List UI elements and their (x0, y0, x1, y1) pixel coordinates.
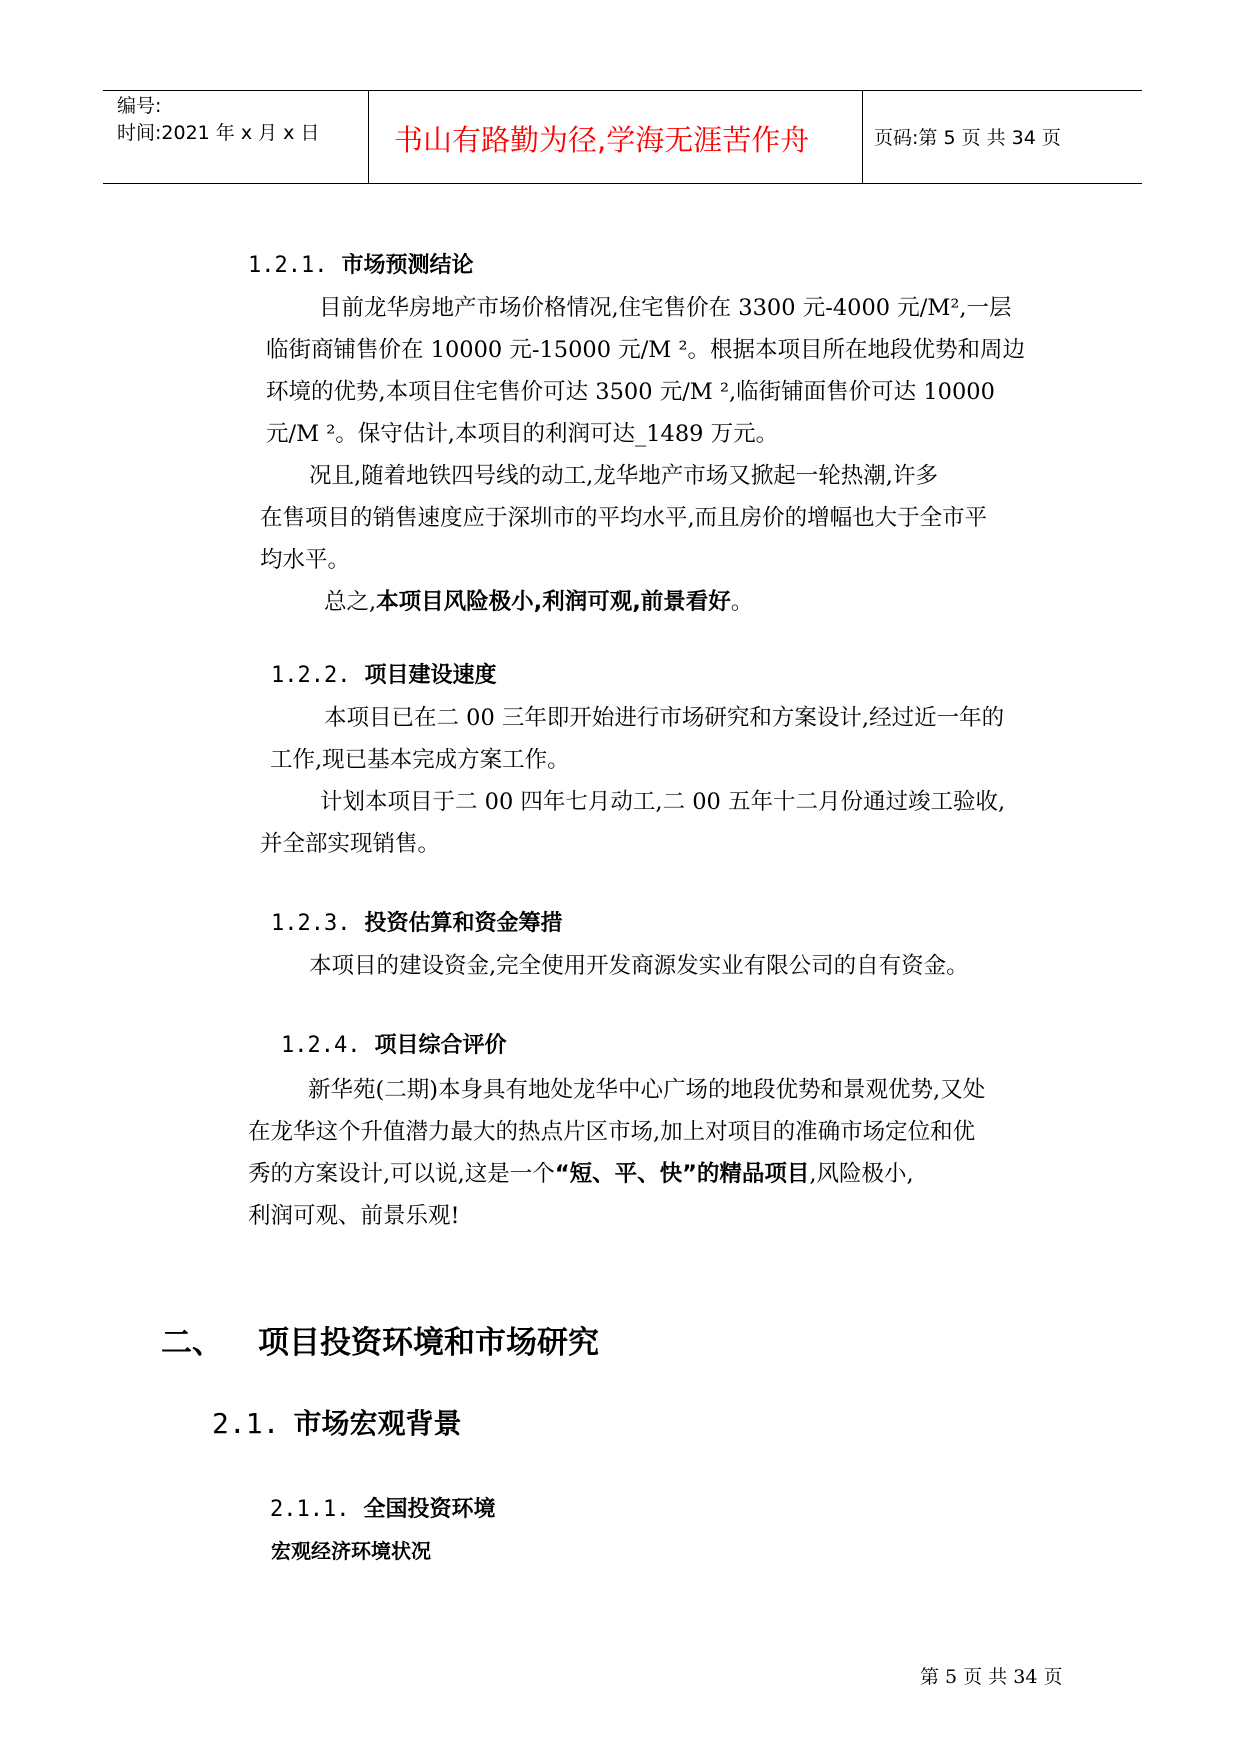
header-divider-right (862, 90, 863, 184)
header-bottom-border (103, 183, 1142, 184)
paragraph-line: 利润可观、前景乐观! (248, 1203, 460, 1229)
paragraph-line (248, 1156, 914, 1188)
section-title: 市场宏观背景 (293, 1407, 462, 1440)
paragraph-line: 本项目已在二 00 三年即开始进行市场研究和方案设计,经过近一年的 (324, 705, 1005, 731)
section-number: 1.2.2. (271, 663, 351, 688)
evaluation-suffix: ,风险极小, (809, 1161, 914, 1187)
header-top-border (103, 90, 1142, 91)
paragraph-line: 在龙华这个升值潜力最大的热点片区市场,加上对项目的准确市场定位和优 (248, 1119, 976, 1145)
chapter-title: 项目投资环境和市场研究 (258, 1325, 599, 1361)
section-heading-2-1 (212, 1402, 461, 1442)
chapter-number: 二、 (161, 1325, 223, 1361)
header-serial-label: 编号: (117, 95, 162, 117)
section-title: 全国投资环境 (363, 1497, 496, 1522)
paragraph-line: 元/M ²。保守估计,本项目的利润可达_1489 万元。 (266, 421, 779, 447)
section-title: 项目综合评价 (374, 1033, 507, 1058)
paragraph-line: 况且,随着地铁四号线的动工,龙华地产市场又掀起一轮热潮,许多 (309, 463, 938, 489)
section-heading-2-1-1 (270, 1492, 496, 1523)
conclusion-suffix: 。 (730, 589, 754, 615)
header-divider-left (368, 90, 369, 184)
evaluation-prefix: 秀的方案设计,可以说,这是一个 (248, 1161, 555, 1187)
conclusion-prefix: 总之, (324, 589, 377, 615)
section-number: 2.1.1. (270, 1497, 350, 1522)
paragraph-line: 环境的优势,本项目住宅售价可达 3500 元/M ²,临街铺面售价可达 10000 (266, 379, 995, 405)
paragraph-line: 新华苑(二期)本身具有地处龙华中心广场的地段优势和景观优势,又处 (308, 1077, 986, 1103)
section-heading-1-2-3 (271, 906, 563, 937)
paragraph-line: 工作,现已基本完成方案工作。 (270, 747, 570, 773)
section-heading-1-2-2 (271, 658, 497, 689)
paragraph-line: 在售项目的销售速度应于深圳市的平均水平,而且房价的增幅也大于全市平 (260, 505, 988, 531)
paragraph-line: 临街商铺售价在 10000 元-15000 元/M ²。根据本项目所在地段优势和周边 (266, 337, 1026, 363)
header-time-label: 时间:2021 年 x 月 x 日 (117, 122, 320, 144)
paragraph-line: 并全部实现销售。 (260, 831, 441, 857)
header-page-label: 页码:第 5 页 共 34 页 (874, 127, 1061, 149)
header-motto: 书山有路勤为径,学海无涯苦作舟 (394, 123, 810, 157)
section-number: 1.2.4. (281, 1033, 361, 1058)
section-number: 2.1. (212, 1407, 280, 1440)
evaluation-emphasis: “短、平、快”的精品项目 (554, 1161, 810, 1187)
section-number: 1.2.3. (271, 911, 351, 936)
conclusion-emphasis: 本项目风险极小,利润可观,前景看好 (376, 589, 731, 615)
section-title: 项目建设速度 (364, 663, 497, 688)
subheading: 宏观经济环境状况 (271, 1539, 431, 1563)
paragraph-line: 本项目的建设资金,完全使用开发商源发实业有限公司的自有资金。 (309, 953, 969, 979)
paragraph-line: 计划本项目于二 00 四年七月动工,二 00 五年十二月份通过竣工验收, (320, 789, 1006, 815)
section-number: 1.2.1. (248, 253, 328, 278)
footer-page-number: 第 5 页 共 34 页 (920, 1666, 1063, 1688)
section-title: 市场预测结论 (341, 253, 474, 278)
section-title: 投资估算和资金筹措 (364, 911, 563, 936)
conclusion-line (324, 584, 753, 616)
section-heading-1-2-4 (281, 1028, 507, 1059)
paragraph-line: 均水平。 (260, 547, 351, 573)
paragraph-line: 目前龙华房地产市场价格情况,住宅售价在 3300 元-4000 元/M²,一层 (319, 295, 1012, 321)
section-heading-1-2-1 (248, 248, 474, 279)
